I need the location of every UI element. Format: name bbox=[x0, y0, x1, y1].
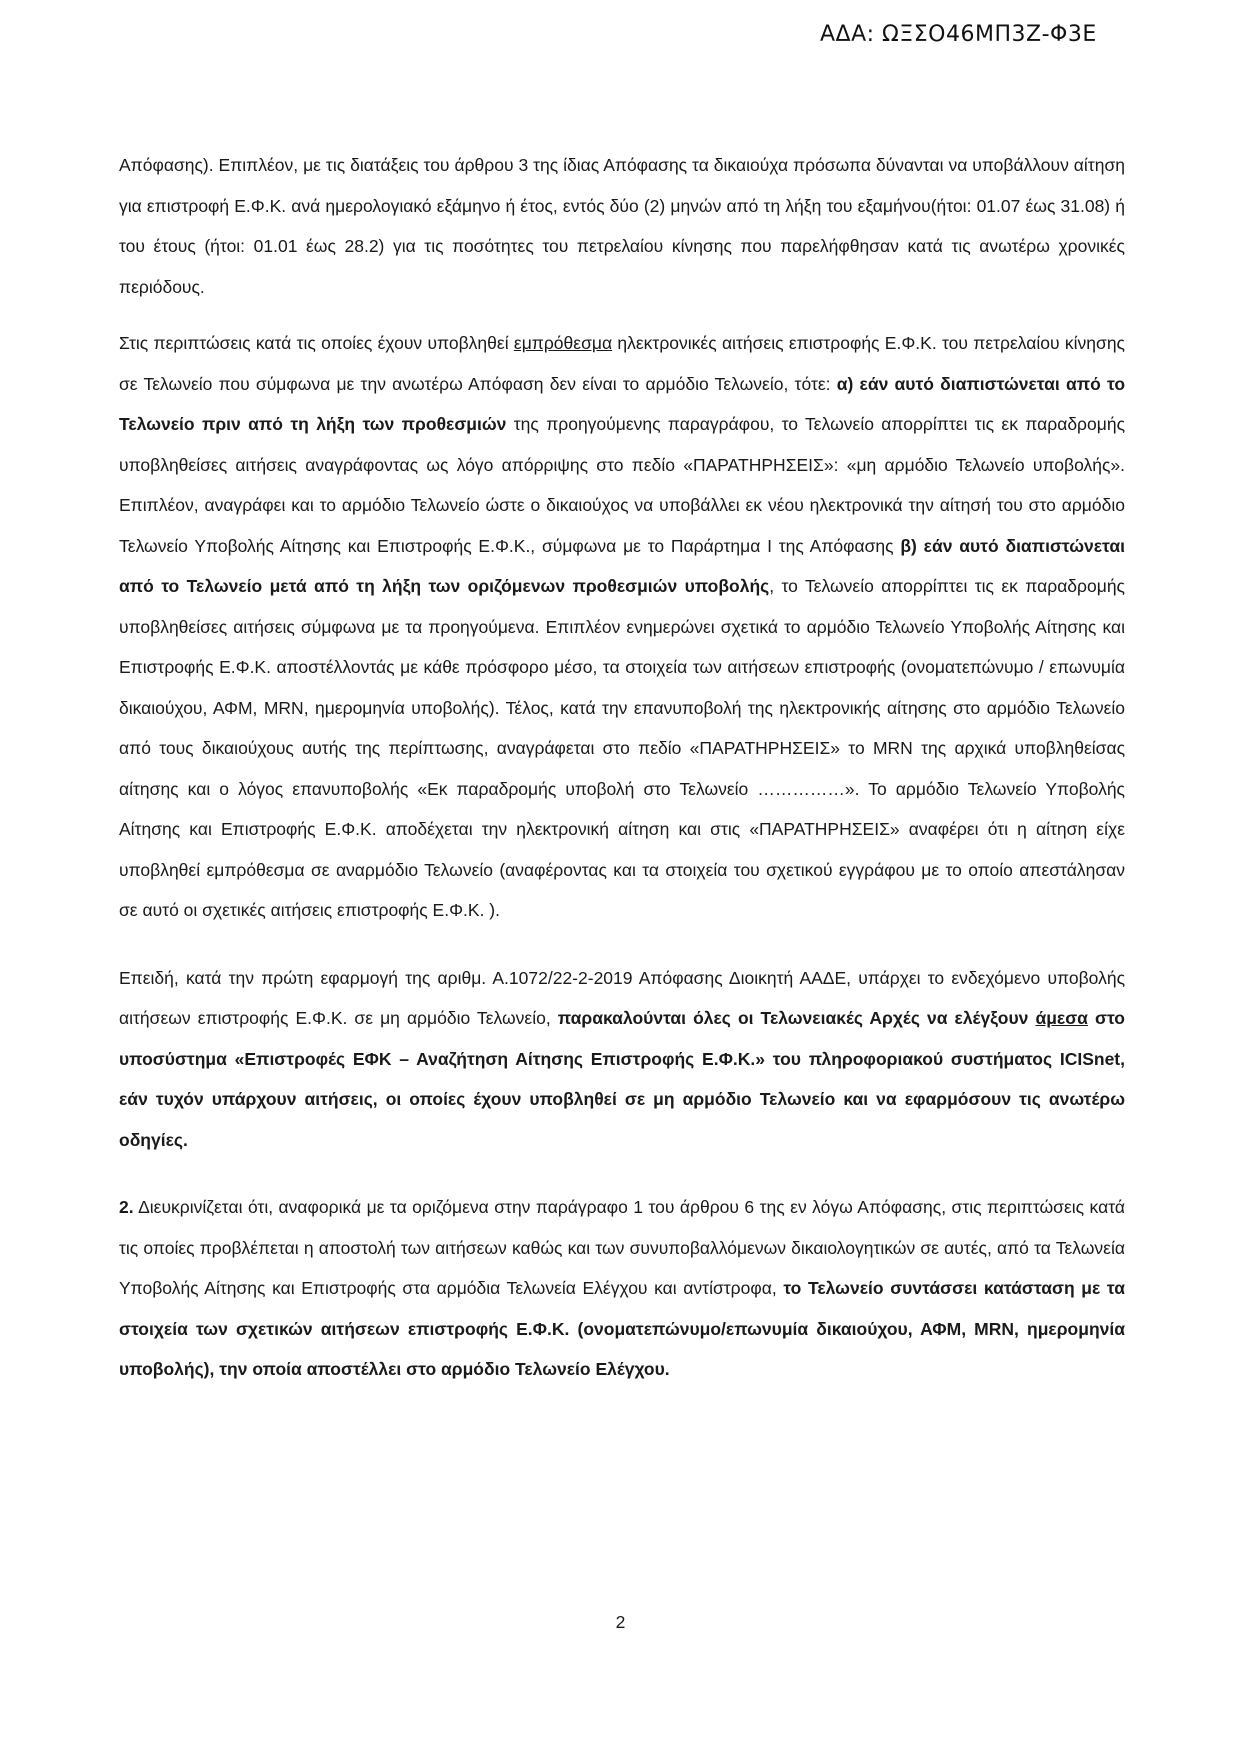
p2-text-3: της προηγούμενης παραγράφου, το Τελωνείο απορρίπτει τις εκ παραδρομής υποβληθείσες αιτήσεις αναγράφοντας ως λόγο απόρριψης στο πεδίο «ΠΑΡΑΤΗΡΗΣΕΙΣ»: «μη αρμόδιο Τελωνείο υποβολής». Επιπλέον, αναγράφει και το αρμόδιο Τελωνείο ώστε ο δικαιούχος να υποβάλλει εκ νέου ηλεκτρονικά την αίτησή του στο αρμόδιο Τελωνείο Υποβολής Αίτησης και Επιστροφής Ε.Φ.Κ., σύμφωνα με το Παράρτημα Ι της Απόφασης bbox=[119, 414, 1125, 556]
p4-text-1: Διευκρινίζεται ότι, αναφορικά με τα οριζόμενα στην παράγραφο 1 του άρθρου 6 της εν λόγω Απόφασης, στις περιπτώσεις κατά τις οποίες προβλέπεται η αποστολή των αιτήσεων καθώς και των συνυποβαλλόμενων δικαιολογητικών σε αυτές, από τα Τελωνεία Υποβολής Αίτησης και Επιστροφής στα αρμόδια Τελωνεία Ελέγχου και αντίστροφα, bbox=[119, 1197, 1125, 1298]
p2-text-1: Στις περιπτώσεις κατά τις οποίες έχουν υποβληθεί bbox=[119, 333, 514, 353]
paragraph-request bbox=[119, 958, 1125, 1161]
p3-bold-underline: άμεσα bbox=[1035, 1008, 1088, 1028]
p4-bold-1: το Τελωνείο συντάσσει κατάσταση με τα στοιχεία των σχετικών αιτήσεων επιστροφής Ε.Φ.Κ. (ονοματεπώνυμο/επωνυμία δικαιούχου, ΑΦΜ, MRN, ημερομηνία υποβολής), την οποία αποστέλλει στο αρμόδιο Τελωνείο Ελέγχου. bbox=[119, 1278, 1125, 1379]
p3-bold-1: παρακαλούνται όλες οι Τελωνειακές Αρχές να ελέγξουν bbox=[557, 1008, 1036, 1028]
p2-bold-1: α) εάν αυτό διαπιστώνεται από το Τελωνείο πριν από τη λήξη των προθεσμιών bbox=[119, 373, 1126, 434]
paragraph-clarification bbox=[119, 1187, 1125, 1390]
p2-bold-2: β) εάν αυτό διαπιστώνεται από το Τελωνείο μετά από τη λήξη των οριζόμενων προθεσμιών υποβολής bbox=[119, 535, 1126, 596]
paragraph-intro: Απόφασης). Επιπλέον, με τις διατάξεις του άρθρου 3 της ίδιας Απόφασης τα δικαιούχα πρόσωπα δύνανται να υποβάλλουν αίτηση για επιστροφή Ε.Φ.Κ. ανά ημερολογιακό εξάμηνο ή έτος, εντός δύο (2) μηνών από τη λήξη του εξαμήνου(ήτοι: 01.07 έως 31.08) ή του έτους (ήτοι: 01.01 έως 28.2) για τις ποσότητες του πετρελαίου κίνησης που παρελήφθησαν κατά τις ανωτέρω χρονικές περιόδους. bbox=[119, 155, 1125, 297]
document-body bbox=[119, 145, 1125, 1390]
p2-text-4: , το Τελωνείο απορρίπτει τις εκ παραδρομής υποβληθείσες αιτήσεις σύμφωνα με τα προηγούμενα. Επιπλέον ενημερώνει σχετικά το αρμόδιο Τελωνείο Υποβολής Αίτησης και Επιστροφής Ε.Φ.Κ. αποστέλλοντάς με κάθε πρόσφορο μέσο, τα στοιχεία των αιτήσεων επιστροφής (ονοματεπώνυμο / επωνυμία δικαιούχου, ΑΦΜ, MRN, ημερομηνία υποβολής). Τέλος, κατά την επανυποβολή της ηλεκτρονικής αίτησης στο αρμόδιο Τελωνείο από τους δικαιούχους αυτής της περίπτωσης, αναγράφεται στο πεδίο «ΠΑΡΑΤΗΡΗΣΕΙΣ» το MRN της αρχικά υποβληθείσας αίτησης και ο λόγος επανυποβολής «Εκ παραδρομής υποβολή στο Τελωνείο ……………». Το αρμόδιο Τελωνείο Υποβολής Αίτησης και Επιστροφής Ε.Φ.Κ. αποδέχεται την ηλεκτρονική αίτηση και στις «ΠΑΡΑΤΗΡΗΣΕΙΣ» αναφέρει ότι η αίτηση είχε υποβληθεί εμπρόθεσμα σε αναρμόδιο Τελωνείο (αναφέροντας και τα στοιχεία του σχετικού εγγράφου με το οποίο απεστάλησαν σε αυτό οι σχετικές αιτήσεις επιστροφής Ε.Φ.Κ. ). bbox=[119, 576, 1125, 920]
p3-bold-2: στο υποσύστημα «Επιστροφές ΕΦΚ – Αναζήτηση Αίτησης Επιστροφής Ε.Φ.Κ.» του πληροφοριακού συστήματος ICISnet, εάν τυχόν υπάρχουν αιτήσεις, οι οποίες έχουν υποβληθεί σε μη αρμόδιο Τελωνείο και να εφαρμόσουν τις ανωτέρω οδηγίες. bbox=[119, 1008, 1125, 1150]
paragraph-procedure bbox=[119, 323, 1125, 931]
p2-text-2: ηλεκτρονικές αιτήσεις επιστροφής Ε.Φ.Κ. του πετρελαίου κίνησης σε Τελωνείο που σύμφωνα με την ανωτέρω Απόφαση δεν είναι το αρμόδιο Τελωνείο, τότε: bbox=[119, 333, 1125, 394]
p2-underline-1: εμπρόθεσμα bbox=[513, 333, 613, 353]
ada-code: ΑΔΑ: ΩΞΣΟ46ΜΠ3Ζ-Φ3Ε bbox=[820, 22, 1097, 47]
page-number: 2 bbox=[615, 1612, 626, 1632]
p4-number: 2. bbox=[119, 1197, 134, 1217]
p3-text-1: Επειδή, κατά την πρώτη εφαρμογή της αριθμ. Α.1072/22-2-2019 Απόφασης Διοικητή ΑΑΔΕ, υπάρχει το ενδεχόμενο υποβολής αιτήσεων επιστροφής Ε.Φ.Κ. σε μη αρμόδιο Τελωνείο, bbox=[119, 967, 1125, 1028]
